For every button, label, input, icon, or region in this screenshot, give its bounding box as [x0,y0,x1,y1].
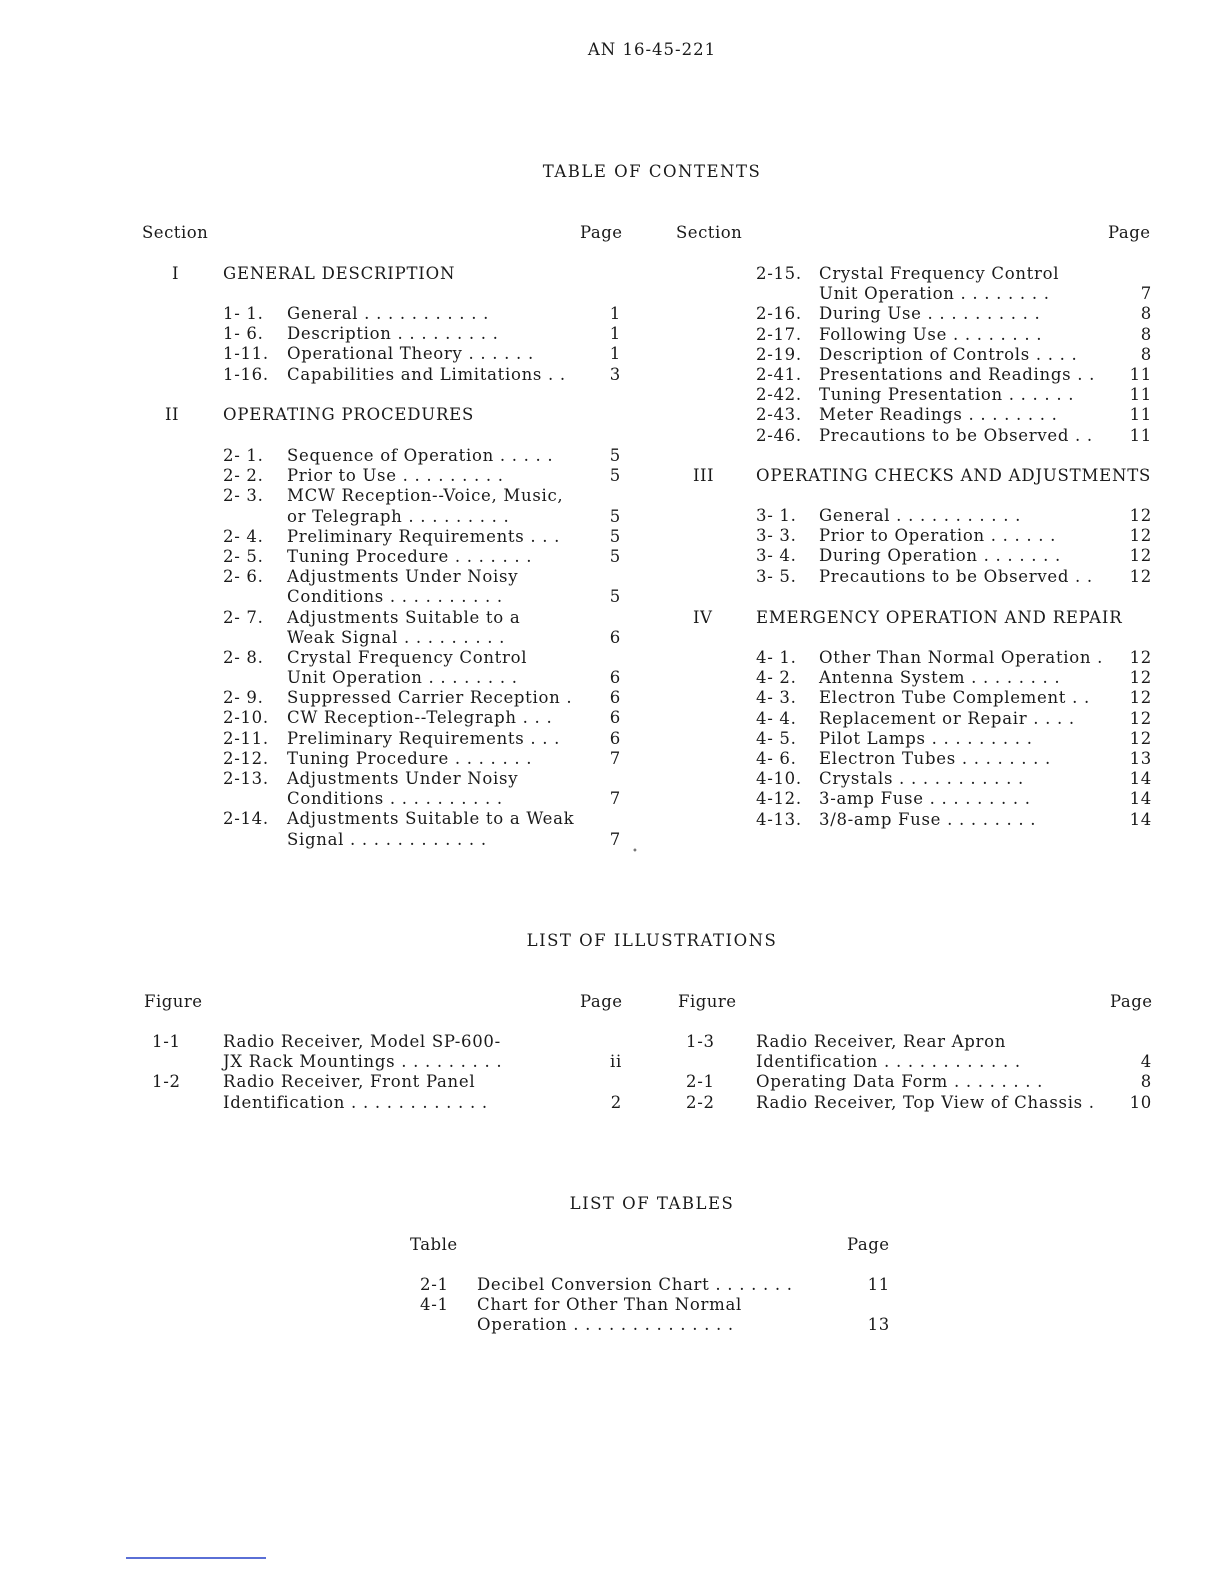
entry-number: 2- 6. [223,567,264,587]
entry-title: Adjustments Under Noisy [287,769,519,788]
entry-title: Description of Controls . . . . [819,344,1078,364]
entry-title: 3-amp Fuse . . . . . . . . . [819,789,1031,809]
entry-title: Meter Readings . . . . . . . . [819,405,1058,425]
entry-title: Suppressed Carrier Reception . [287,688,573,708]
entry-page-number: 5 [609,466,621,486]
entry-number: 4-13. [756,809,802,829]
entry-title: Adjustments Suitable to a [287,607,521,627]
entry-number: 2-1 [420,1275,449,1294]
entry-number: 4-12. [756,789,802,809]
toc-col-page-left: Page [580,223,623,242]
entry-number: 2-2 [686,1092,715,1112]
entry-page-number: 11 [1129,364,1152,384]
entry-page-number: 6 [609,668,621,688]
entry-page-number: 12 [1129,728,1152,748]
entry-number: 3- 5. [756,566,797,586]
illus-col-figure-right: Figure [678,992,737,1011]
entry-page-number: 8 [1140,304,1152,324]
entry-title: Other Than Normal Operation . [819,648,1104,667]
entry-page-number: 1 [609,344,621,364]
entry-page-number: 12 [1129,546,1152,566]
entry-title: Precautions to be Observed . . [819,566,1093,586]
entry-number: 2- 9. [223,688,264,708]
entry-page-number: 8 [1140,344,1152,364]
entry-page-number: 12 [1129,668,1152,688]
entry-title: Crystal Frequency Control [819,264,1060,283]
entry-number: 4- 2. [756,668,797,688]
entry-title: Pilot Lamps . . . . . . . . . [819,728,1033,748]
entry-number: 1- 1. [223,304,264,323]
entry-page-number: 7 [609,829,621,849]
illus-col-figure-left: Figure [144,992,203,1011]
entry-title: Radio Receiver, Top View of Chassis . [756,1092,1095,1112]
entry-page-number: 6 [609,627,621,647]
entry-page-number: 1 [609,324,621,344]
scan-speck: • [632,846,638,857]
entry-title: Identification . . . . . . . . . . . . [223,1092,488,1112]
entry-page-number: 8 [1140,1072,1152,1092]
entry-number: 2-19. [756,344,802,364]
section-title: OPERATING CHECKS AND ADJUSTMENTS [756,466,1152,485]
entry-page-number: 10 [1129,1092,1152,1112]
section-title: GENERAL DESCRIPTION [223,264,456,283]
entry-title: Radio Receiver, Rear Apron [756,1032,1007,1051]
entry-page-number: 12 [1129,648,1152,667]
entry-number: 2-13. [223,769,269,788]
entry-title: Operating Data Form . . . . . . . . [756,1072,1044,1092]
entry-title: Chart for Other Than Normal [477,1295,742,1315]
entry-page-number: 2 [610,1092,622,1112]
entry-number: 1- 6. [223,324,264,344]
entry-number: 4- 6. [756,748,797,768]
entry-number: 2-12. [223,748,269,768]
entry-title: Capabilities and Limitations . . [287,364,566,384]
section-title: EMERGENCY OPERATION AND REPAIR [756,608,1123,627]
entry-title: Radio Receiver, Model SP-600- [223,1032,501,1051]
entry-page-number: 1 [609,304,621,323]
entry-title: Precautions to be Observed . . [819,425,1093,445]
entry-page-number: 7 [1140,284,1152,304]
section-number: II [165,405,180,424]
entry-page-number: 14 [1129,809,1152,829]
entry-number: 2-16. [756,304,802,324]
illus-col-page-right: Page [1110,992,1153,1011]
entry-number: 1-3 [686,1032,715,1051]
entry-number: 4-1 [420,1295,449,1315]
entry-page-number: 6 [609,688,621,708]
entry-page-number: 7 [609,789,621,809]
entry-title: Unit Operation . . . . . . . . [819,284,1050,304]
entry-title: Electron Tube Complement . . [819,688,1090,708]
entry-title: Radio Receiver, Front Panel [223,1072,476,1092]
entry-title: Replacement or Repair . . . . [819,708,1075,728]
section-title: OPERATING PROCEDURES [223,405,475,424]
entry-page-number: 3 [609,364,621,384]
entry-title: Prior to Use . . . . . . . . . [287,466,504,486]
entry-number: 3- 1. [756,506,797,525]
entry-title: During Use . . . . . . . . . . [819,304,1041,324]
entry-title: Operational Theory . . . . . . [287,344,534,364]
entry-page-number: 12 [1129,566,1152,586]
entry-page-number: 5 [609,587,621,607]
entry-page-number: 8 [1140,324,1152,344]
entry-title: Crystals . . . . . . . . . . . [819,769,1024,789]
entry-title: 3/8-amp Fuse . . . . . . . . [819,809,1037,829]
section-number: IV [693,608,713,627]
entry-page-number: ii [610,1052,622,1072]
entry-title: Antenna System . . . . . . . . [819,668,1061,688]
entry-number: 2-10. [223,708,269,728]
entry-title: Tuning Presentation . . . . . . [819,385,1075,405]
entry-title: Tuning Procedure . . . . . . . [287,546,533,566]
entry-title: Decibel Conversion Chart . . . . . . . [477,1275,793,1294]
entry-title: Weak Signal . . . . . . . . . [287,627,506,647]
entry-title: Preliminary Requirements . . . [287,728,561,748]
entry-title: Following Use . . . . . . . . [819,324,1043,344]
entry-title: CW Reception--Telegraph . . . [287,708,553,728]
entry-number: 1-16. [223,364,269,384]
illus-col-page-left: Page [580,992,623,1011]
entry-number: 4- 4. [756,708,797,728]
entry-number: 2- 3. [223,486,264,506]
tables-col-table: Table [410,1235,458,1254]
entry-number: 1-11. [223,344,269,364]
entry-number: 2- 7. [223,607,264,627]
toc-title: TABLE OF CONTENTS [542,162,762,181]
entry-title: Description . . . . . . . . . [287,324,499,344]
entry-page-number: 12 [1129,688,1152,708]
entry-page-number: 7 [609,748,621,768]
tables-col-page: Page [847,1235,890,1254]
entry-title: During Operation . . . . . . . [819,546,1061,566]
entry-page-number: 13 [867,1315,890,1335]
entry-number: 2- 1. [223,446,264,465]
entry-page-number: 13 [1129,748,1152,768]
entry-title: Prior to Operation . . . . . . [819,526,1057,546]
entry-number: 3- 3. [756,526,797,546]
tables-title: LIST OF TABLES [569,1194,735,1213]
entry-page-number: 11 [867,1275,890,1294]
entry-title: Sequence of Operation . . . . . [287,446,554,465]
entry-number: 4- 3. [756,688,797,708]
entry-page-number: 5 [609,446,621,465]
entry-page-number: 5 [609,526,621,546]
entry-title: General . . . . . . . . . . . [287,304,490,323]
entry-page-number: 12 [1129,708,1152,728]
entry-title: Electron Tubes . . . . . . . . [819,748,1051,768]
entry-number: 2-11. [223,728,269,748]
entry-number: 3- 4. [756,546,797,566]
entry-page-number: 14 [1129,769,1152,789]
entry-number: 2-46. [756,425,802,445]
entry-number: 2- 8. [223,647,264,667]
footer-rule [126,1557,266,1559]
entry-number: 2- 5. [223,546,264,566]
entry-page-number: 5 [609,546,621,566]
entry-title: Presentations and Readings . . [819,364,1096,384]
entry-page-number: 11 [1129,405,1152,425]
entry-number: 2-41. [756,364,802,384]
entry-title: or Telegraph . . . . . . . . . [287,506,510,526]
entry-title: JX Rack Mountings . . . . . . . . . [223,1052,503,1072]
section-number: I [172,264,180,283]
entry-number: 2-42. [756,385,802,405]
entry-page-number: 6 [609,708,621,728]
entry-title: Unit Operation . . . . . . . . [287,668,518,688]
toc-col-section-right: Section [676,223,743,242]
entry-number: 2- 2. [223,466,264,486]
toc-col-page-right: Page [1108,223,1151,242]
entry-title: Adjustments Under Noisy [287,567,519,587]
entry-title: Conditions . . . . . . . . . . [287,789,503,809]
entry-page-number: 12 [1129,526,1152,546]
entry-title: Preliminary Requirements . . . [287,526,561,546]
entry-title: Identification . . . . . . . . . . . . [756,1052,1021,1072]
entry-number: 1-1 [152,1032,181,1051]
entry-number: 2-43. [756,405,802,425]
entry-page-number: 12 [1129,506,1152,525]
document-id: AN 16-45-221 [587,40,717,59]
entry-number: 4-10. [756,769,802,789]
entry-number: 2-17. [756,324,802,344]
entry-number: 1-2 [152,1072,181,1092]
entry-page-number: 4 [1140,1052,1152,1072]
toc-col-section-left: Section [142,223,209,242]
entry-page-number: 6 [609,728,621,748]
illustrations-title: LIST OF ILLUSTRATIONS [526,931,778,950]
entry-title: Adjustments Suitable to a Weak [287,809,575,829]
entry-page-number: 5 [609,506,621,526]
entry-number: 2-15. [756,264,802,283]
entry-title: General . . . . . . . . . . . [819,506,1022,525]
entry-title: Tuning Procedure . . . . . . . [287,748,533,768]
entry-title: Crystal Frequency Control [287,647,528,667]
entry-number: 4- 5. [756,728,797,748]
entry-title: Conditions . . . . . . . . . . [287,587,503,607]
entry-title: MCW Reception--Voice, Music, [287,486,564,506]
entry-number: 2-1 [686,1072,715,1092]
entry-number: 4- 1. [756,648,797,667]
entry-page-number: 11 [1129,425,1152,445]
entry-title: Operation . . . . . . . . . . . . . . [477,1315,734,1335]
section-number: III [693,466,715,485]
entry-page-number: 11 [1129,385,1152,405]
entry-number: 2-14. [223,809,269,829]
entry-number: 2- 4. [223,526,264,546]
entry-page-number: 14 [1129,789,1152,809]
entry-title: Signal . . . . . . . . . . . . [287,829,487,849]
